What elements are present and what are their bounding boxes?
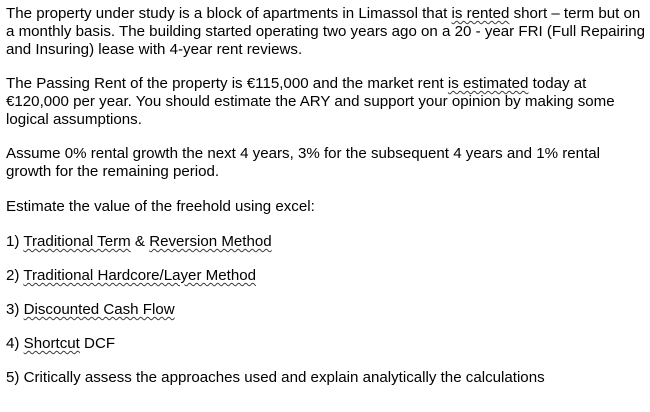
task-number: 1) (6, 233, 20, 250)
grammar-flagged-text: Traditional Term (23, 233, 131, 250)
grammar-flagged-text: Discounted Cash Flow (23, 301, 175, 318)
text-run: today at €120,000 per year. You should estimate the ARY and support your opinion by making some logical assumptions. (6, 75, 615, 128)
task-item-3 (6, 301, 646, 319)
grammar-flagged-text: is rented (451, 5, 510, 22)
task-item-5 (6, 369, 646, 387)
task-number: 3) (6, 301, 20, 318)
grammar-flagged-text: Traditional Hardcore/Layer Method (23, 267, 257, 284)
text-run: & (130, 233, 150, 250)
property-description-paragraph (6, 5, 646, 59)
task-number: 4) (6, 335, 20, 352)
text-run: The Passing Rent of the property is €115,000 and the market rent (6, 75, 448, 92)
task-item-2 (6, 267, 646, 285)
task-number: 2) (6, 267, 20, 284)
task-item-1 (6, 233, 646, 251)
document-body (6, 5, 646, 403)
text-run: The property under study is a block of apartments in Limassol that (6, 5, 452, 22)
instruction-paragraph: Estimate the value of the freehold using excel: (6, 198, 315, 215)
grammar-flagged-text: Reversion Method (149, 233, 272, 250)
grammar-flagged-text: Shortcut (23, 335, 80, 352)
growth-assumption-paragraph: Assume 0% rental growth the next 4 years, 3% for the subsequent 4 years and 1% rental growth for the remaining period. (6, 145, 601, 180)
task-number: 5) (6, 369, 20, 386)
text-run: Critically assess the approaches used and explain analytically the calculations (23, 369, 545, 386)
task-item-4 (6, 335, 646, 353)
grammar-flagged-text: is estimated (447, 75, 529, 92)
text-run: short – term but on a monthly basis. The building started operating two years ago on a 20 - year FRI (Full Repairing and Insuring) lease with 4-year rent reviews. (6, 5, 646, 58)
rent-paragraph (6, 75, 646, 129)
text-run: DCF (79, 335, 116, 352)
